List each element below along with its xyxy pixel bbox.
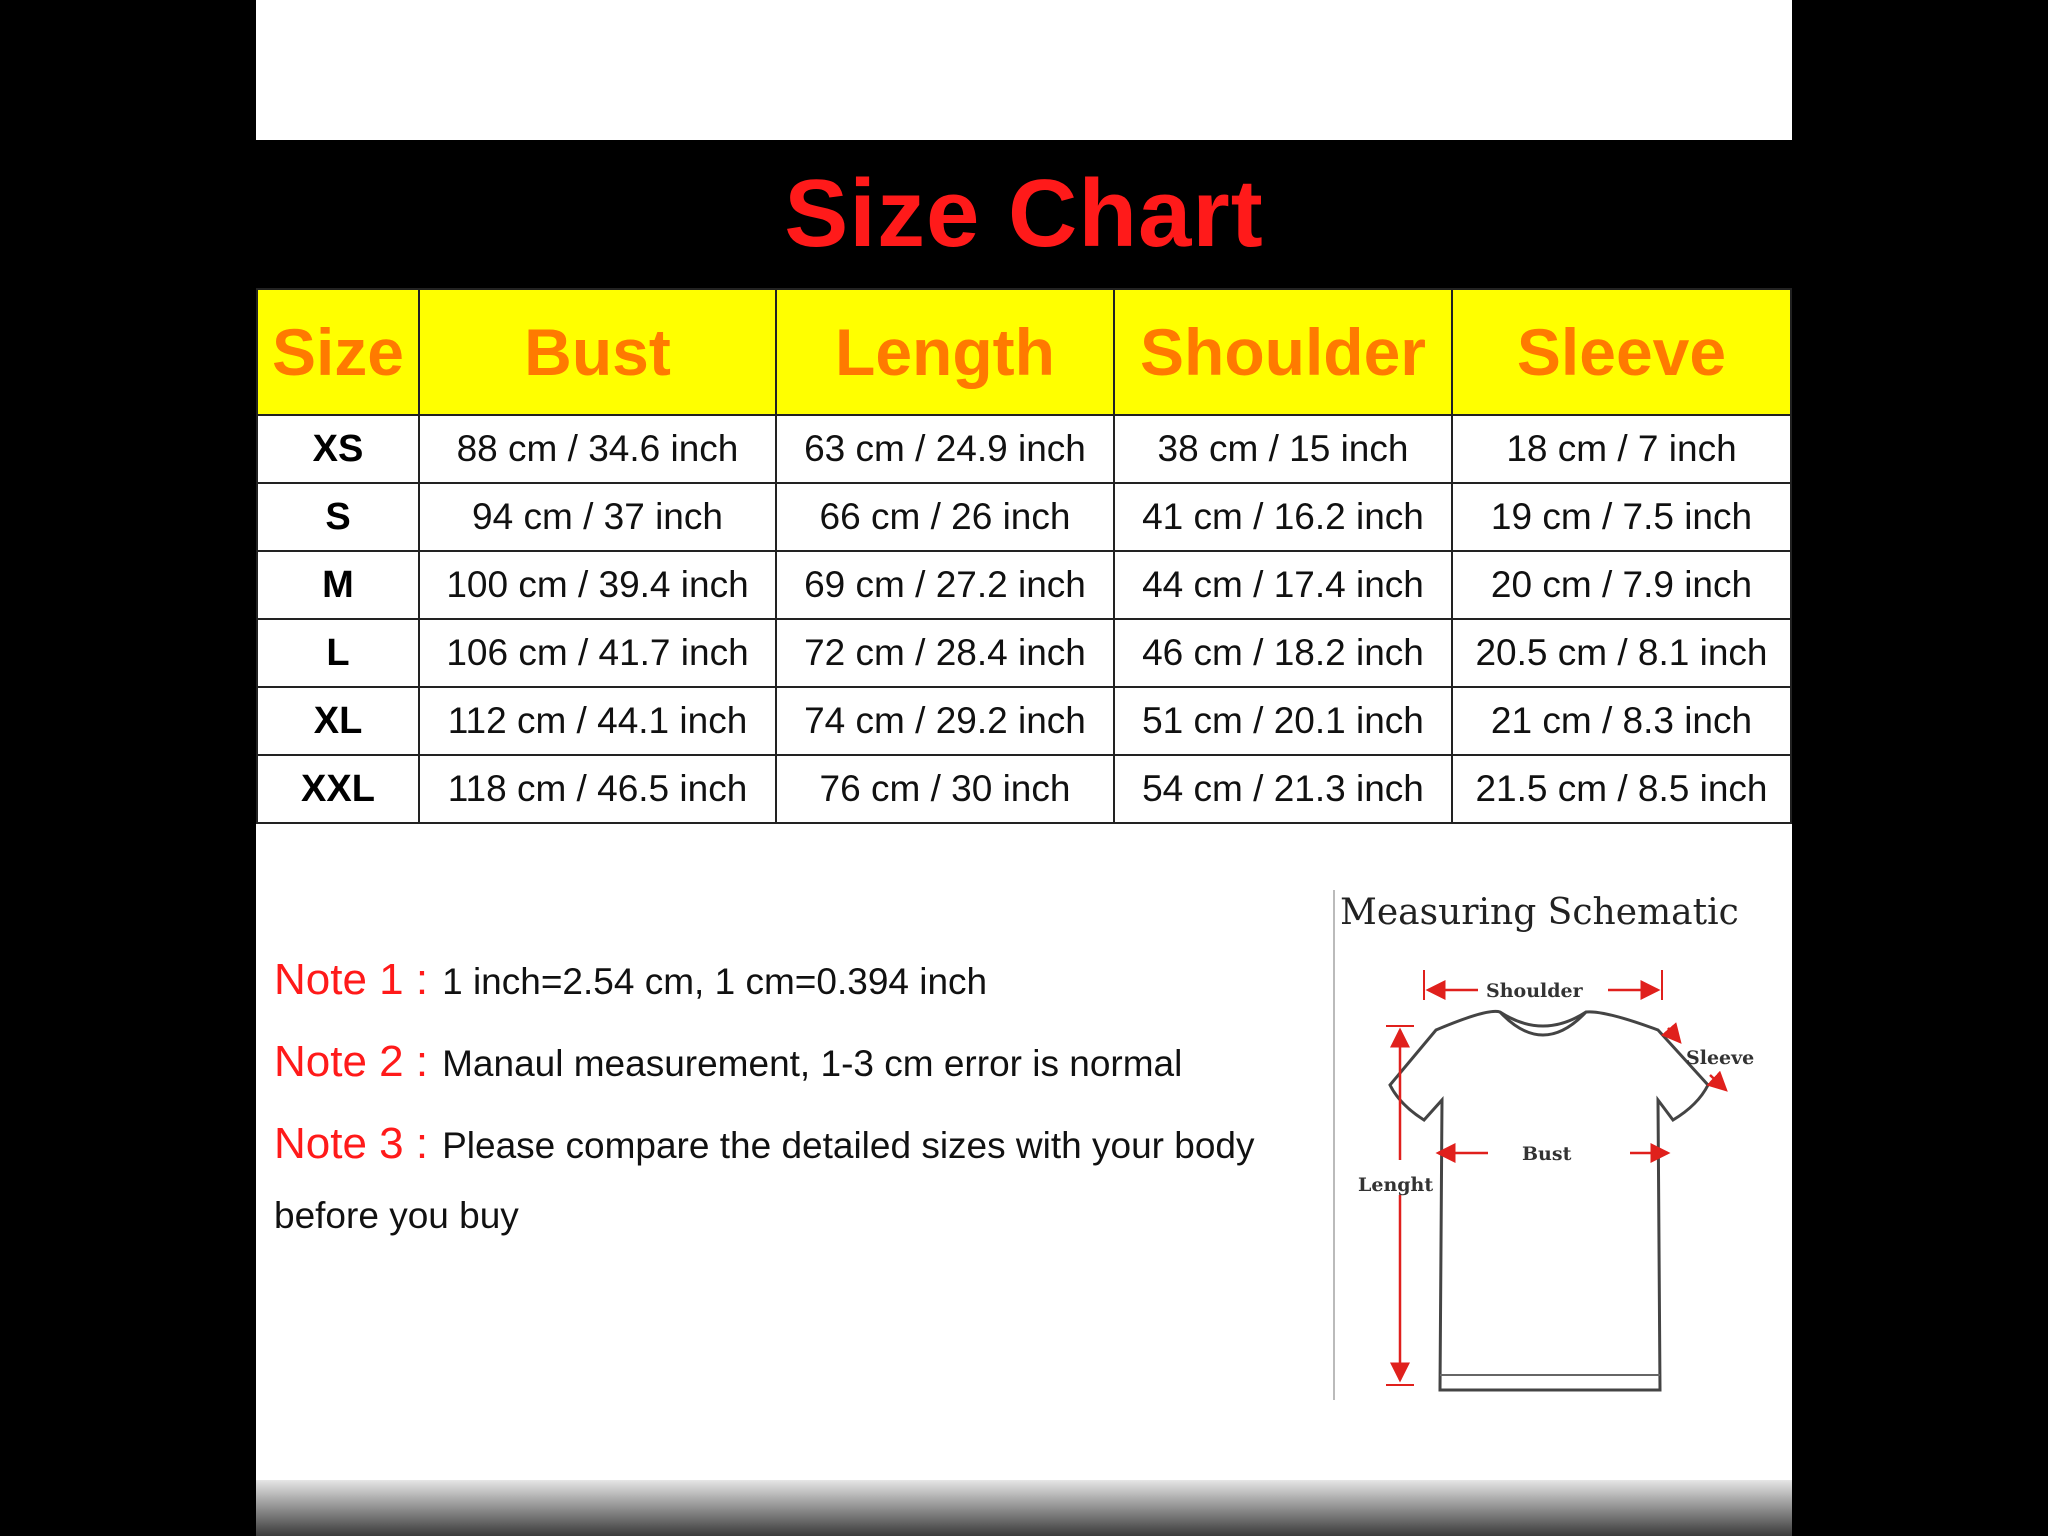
size-cell: XS xyxy=(257,415,419,483)
shoulder-label: Shoulder xyxy=(1486,980,1583,1002)
table-row xyxy=(257,619,1791,687)
sleeve-arrow-bottom xyxy=(1710,1075,1726,1090)
bust-cell: 88 cm / 34.6 inch xyxy=(419,415,776,483)
sleeve-cell: 19 cm / 7.5 inch xyxy=(1452,483,1791,551)
tshirt-diagram xyxy=(1328,880,1768,1400)
header-size: Size xyxy=(257,289,419,415)
collar-line xyxy=(1500,1012,1586,1035)
sleeve-label: Sleeve xyxy=(1686,1047,1755,1069)
length-cell: 72 cm / 28.4 inch xyxy=(776,619,1114,687)
size-cell: XL xyxy=(257,687,419,755)
note-label: Note 1 : xyxy=(274,955,429,1004)
bust-cell: 118 cm / 46.5 inch xyxy=(419,755,776,823)
length-cell: 74 cm / 29.2 inch xyxy=(776,687,1114,755)
table-row xyxy=(257,755,1791,823)
shoulder-cell: 51 cm / 20.1 inch xyxy=(1114,687,1452,755)
note-text: 1 inch=2.54 cm, 1 cm=0.394 inch xyxy=(442,961,988,1002)
bust-cell: 94 cm / 37 inch xyxy=(419,483,776,551)
measuring-schematic xyxy=(1328,880,1768,1400)
note-3-continuation: before you buy xyxy=(274,1195,519,1236)
table-row xyxy=(257,415,1791,483)
header-shoulder: Shoulder xyxy=(1114,289,1452,415)
size-chart-page xyxy=(256,0,1792,1536)
header-bust: Bust xyxy=(419,289,776,415)
shoulder-cell: 46 cm / 18.2 inch xyxy=(1114,619,1452,687)
length-cell: 76 cm / 30 inch xyxy=(776,755,1114,823)
length-label: Lenght xyxy=(1358,1174,1434,1196)
table-row xyxy=(257,483,1791,551)
page-title: Size Chart xyxy=(784,160,1264,267)
length-cell: 63 cm / 24.9 inch xyxy=(776,415,1114,483)
header-length: Length xyxy=(776,289,1114,415)
header-sleeve: Sleeve xyxy=(1452,289,1791,415)
size-cell: S xyxy=(257,483,419,551)
shoulder-cell: 38 cm / 15 inch xyxy=(1114,415,1452,483)
title-band xyxy=(256,140,1792,288)
sleeve-arrow-top xyxy=(1668,1028,1680,1042)
table-row xyxy=(257,551,1791,619)
header-row xyxy=(257,289,1791,415)
size-cell: XXL xyxy=(257,755,419,823)
table-row xyxy=(257,687,1791,755)
shoulder-cell: 54 cm / 21.3 inch xyxy=(1114,755,1452,823)
note-text: Manaul measurement, 1-3 cm error is normal xyxy=(442,1043,1183,1084)
size-table xyxy=(256,288,1792,824)
length-cell: 69 cm / 27.2 inch xyxy=(776,551,1114,619)
sleeve-cell: 20 cm / 7.9 inch xyxy=(1452,551,1791,619)
length-cell: 66 cm / 26 inch xyxy=(776,483,1114,551)
bust-cell: 100 cm / 39.4 inch xyxy=(419,551,776,619)
note-label: Note 2 : xyxy=(274,1037,429,1086)
size-cell: M xyxy=(257,551,419,619)
bust-cell: 106 cm / 41.7 inch xyxy=(419,619,776,687)
schematic-title: Measuring Schematic xyxy=(1340,892,1739,933)
note-text: Please compare the detailed sizes with your body xyxy=(442,1125,1255,1166)
bust-label: Bust xyxy=(1522,1143,1572,1165)
note-label: Note 3 : xyxy=(274,1119,429,1168)
tshirt-outline xyxy=(1390,1011,1708,1390)
size-cell: L xyxy=(257,619,419,687)
bust-cell: 112 cm / 44.1 inch xyxy=(419,687,776,755)
shoulder-cell: 41 cm / 16.2 inch xyxy=(1114,483,1452,551)
shoulder-cell: 44 cm / 17.4 inch xyxy=(1114,551,1452,619)
bottom-fade xyxy=(256,1480,1792,1536)
sleeve-cell: 21 cm / 8.3 inch xyxy=(1452,687,1791,755)
sleeve-cell: 21.5 cm / 8.5 inch xyxy=(1452,755,1791,823)
sleeve-cell: 20.5 cm / 8.1 inch xyxy=(1452,619,1791,687)
sleeve-cell: 18 cm / 7 inch xyxy=(1452,415,1791,483)
